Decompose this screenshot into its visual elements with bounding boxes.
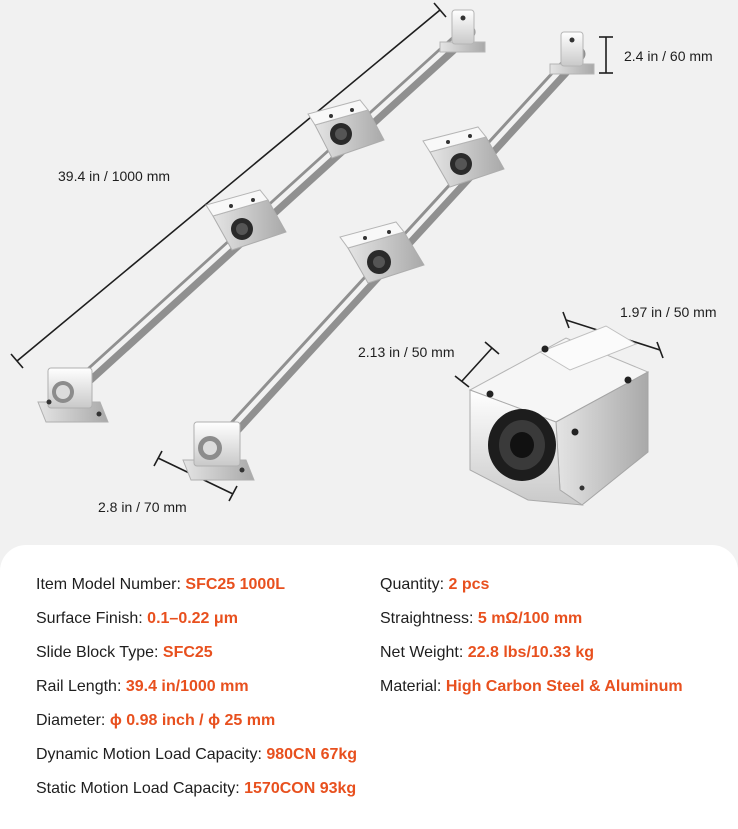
spec-straightness: Straightness: 5 mΩ/100 mm: [380, 610, 583, 627]
spec-diameter: Diameter: ϕ 0.98 inch / ϕ 25 mm: [36, 712, 276, 729]
spec-rail-length-value: 39.4 in/1000 mm: [125, 678, 249, 695]
specifications-panel: [0, 545, 738, 829]
support-height-dimension-line: [599, 37, 613, 73]
spec-material-value: High Carbon Steel & Aluminum: [445, 678, 683, 695]
support-width-label: 2.8 in / 70 mm: [98, 499, 187, 515]
spec-slide-block-type-value: SFC25: [162, 644, 213, 661]
rail-length-label: 39.4 in / 1000 mm: [58, 168, 171, 184]
spec-model: Item Model Number: SFC25 1000L: [36, 576, 285, 593]
right-rail-bottom-support: [183, 422, 254, 480]
spec-static-load-value: 1570CON 93kg: [244, 780, 357, 797]
spec-net-weight: Net Weight: 22.8 lbs/10.33 kg: [380, 644, 595, 661]
block-length-label: 1.97 in / 50 mm: [620, 304, 717, 320]
spec-quantity: Quantity: 2 pcs: [380, 576, 490, 593]
spec-model-value: SFC25 1000L: [185, 576, 285, 593]
spec-slide-block-type: Slide Block Type: SFC25: [36, 644, 213, 661]
spec-material: Material: High Carbon Steel & Aluminum: [380, 678, 683, 695]
spec-dynamic-load: Dynamic Motion Load Capacity: 980CN 67kg: [36, 746, 358, 763]
spec-net-weight-value: 22.8 lbs/10.33 kg: [467, 644, 595, 661]
spec-surface-finish: Surface Finish: 0.1–0.22 μm: [36, 610, 238, 627]
spec-straightness-value: 5 mΩ/100 mm: [477, 610, 583, 627]
spec-dynamic-load-value: 980CN 67kg: [266, 746, 358, 763]
support-height-label: 2.4 in / 60 mm: [624, 48, 713, 64]
rail-length-dimension-line: [11, 3, 446, 368]
right-rail-upper-block: [423, 127, 504, 187]
spec-surface-finish-value: 0.1–0.22 μm: [147, 610, 238, 627]
spec-static-load: Static Motion Load Capacity: 1570CON 93kg: [36, 780, 357, 797]
spec-rail-length: Rail Length: 39.4 in/1000 mm: [36, 678, 249, 695]
spec-quantity-value: 2 pcs: [448, 576, 490, 593]
spec-diameter-value: ϕ 0.98 inch / ϕ 25 mm: [109, 712, 276, 729]
block-width-label: 2.13 in / 50 mm: [358, 344, 455, 360]
left-rail-top-support: [440, 10, 485, 52]
right-rail-top-support: [550, 32, 594, 74]
